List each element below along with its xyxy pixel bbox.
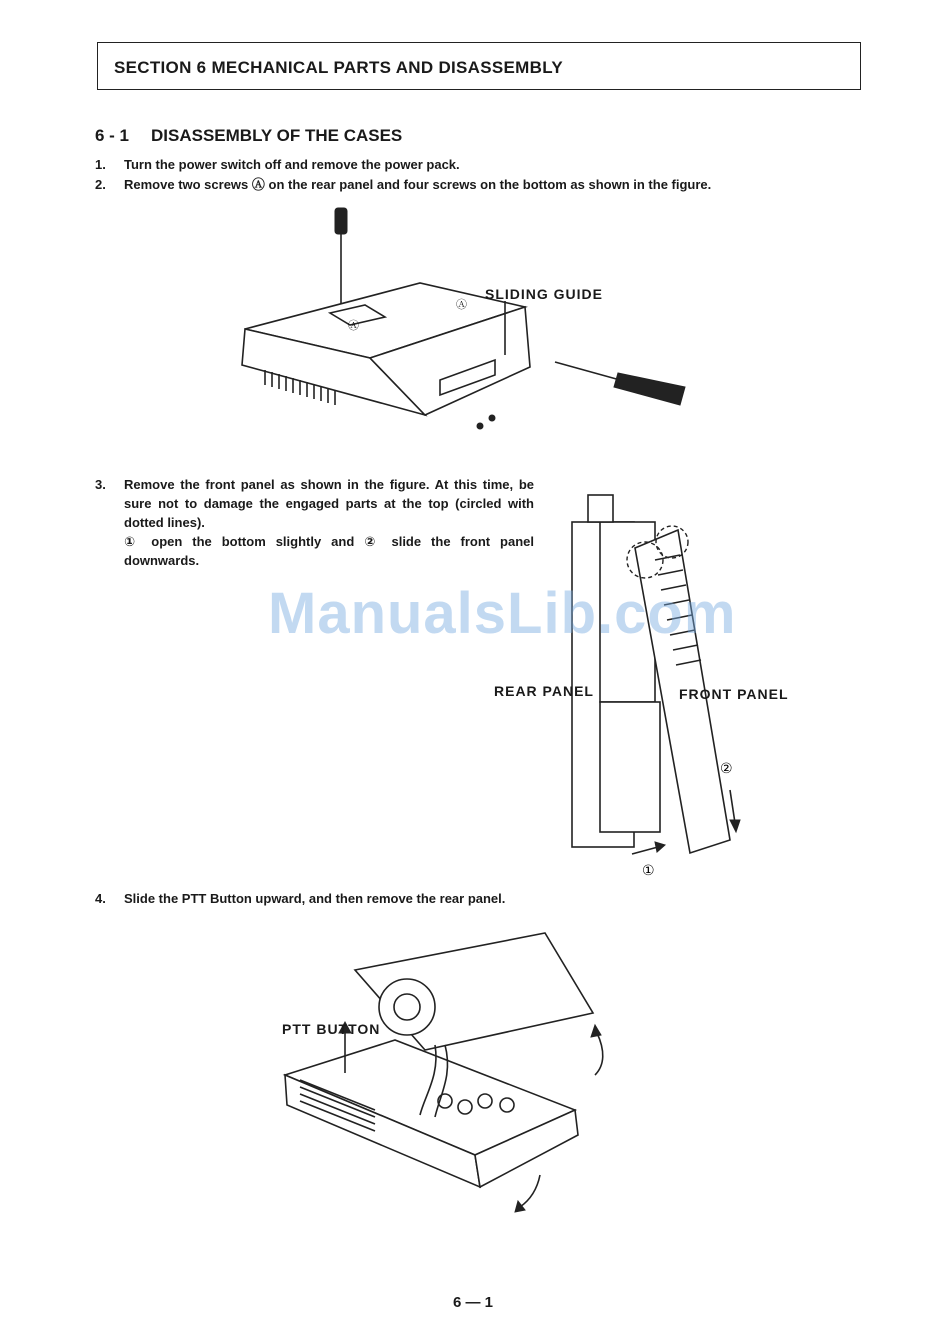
page-number: 6 — 1 (453, 1294, 494, 1311)
screwdriver-handle (335, 208, 347, 234)
speaker-cone (394, 994, 420, 1020)
step-text-continued: ① open the bottom slightly and ② slide the front panel downwards. (124, 534, 534, 568)
figure-case-screws (230, 205, 700, 435)
step-number: 3. (95, 477, 106, 492)
step-number: 2. (95, 177, 106, 192)
step-text: Slide the PTT Button upward, and then remove the rear panel. (124, 891, 506, 906)
section-heading (95, 126, 402, 146)
right-arrow-head (655, 842, 665, 852)
step-text: Turn the power switch off and remove the power pack. (124, 157, 460, 172)
ptt-button-label: PTT BUTTON (282, 1021, 381, 1037)
right-arrow (632, 847, 658, 854)
down-arrow-head (730, 820, 740, 832)
curved-arrow-head (591, 1025, 601, 1037)
heading-title: DISASSEMBLY OF THE CASES (151, 126, 403, 145)
watermark: ManualsLib.com (268, 581, 737, 646)
screwdriver-shaft (555, 362, 620, 380)
component-icon (478, 1094, 492, 1108)
rear-panel-label: REAR PANEL (494, 683, 594, 699)
curved-arrow-head (515, 1201, 525, 1212)
sliding-guide-label: SLIDING GUIDE (485, 286, 604, 302)
step-text: Remove the front panel as shown in the figure. At this time, be sure not to damage the engaged parts at the top (circled with dotted lines). (124, 477, 534, 530)
component-icon (500, 1098, 514, 1112)
step-text: Remove two screws Ⓐ on the rear panel and four screws on the bottom as shown in the figure. (124, 177, 712, 192)
screwdriver-handle (614, 373, 685, 405)
section-title-box (97, 42, 861, 90)
screw-marker-a: Ⓐ (456, 298, 467, 311)
front-panel-label: FRONT PANEL (679, 686, 789, 702)
step-number: 1. (95, 157, 106, 172)
rear-body-lower (600, 702, 660, 832)
figure-rear-panel (275, 925, 615, 1215)
section-title: SECTION 6 MECHANICAL PARTS AND DISASSEMBLY (114, 58, 563, 77)
step-number: 4. (95, 891, 106, 906)
component-icon (458, 1100, 472, 1114)
curved-arrow (520, 1175, 540, 1207)
step-marker-2: ② (720, 761, 733, 777)
antenna-base (588, 495, 613, 522)
down-arrow (730, 790, 735, 823)
curved-arrow (595, 1033, 603, 1075)
heading-number: 6 - 1 (95, 126, 130, 145)
screw-icon (489, 415, 495, 421)
step-marker-1: ① (642, 863, 655, 879)
screw-marker-a: Ⓐ (348, 319, 359, 332)
screw-icon (477, 423, 483, 429)
